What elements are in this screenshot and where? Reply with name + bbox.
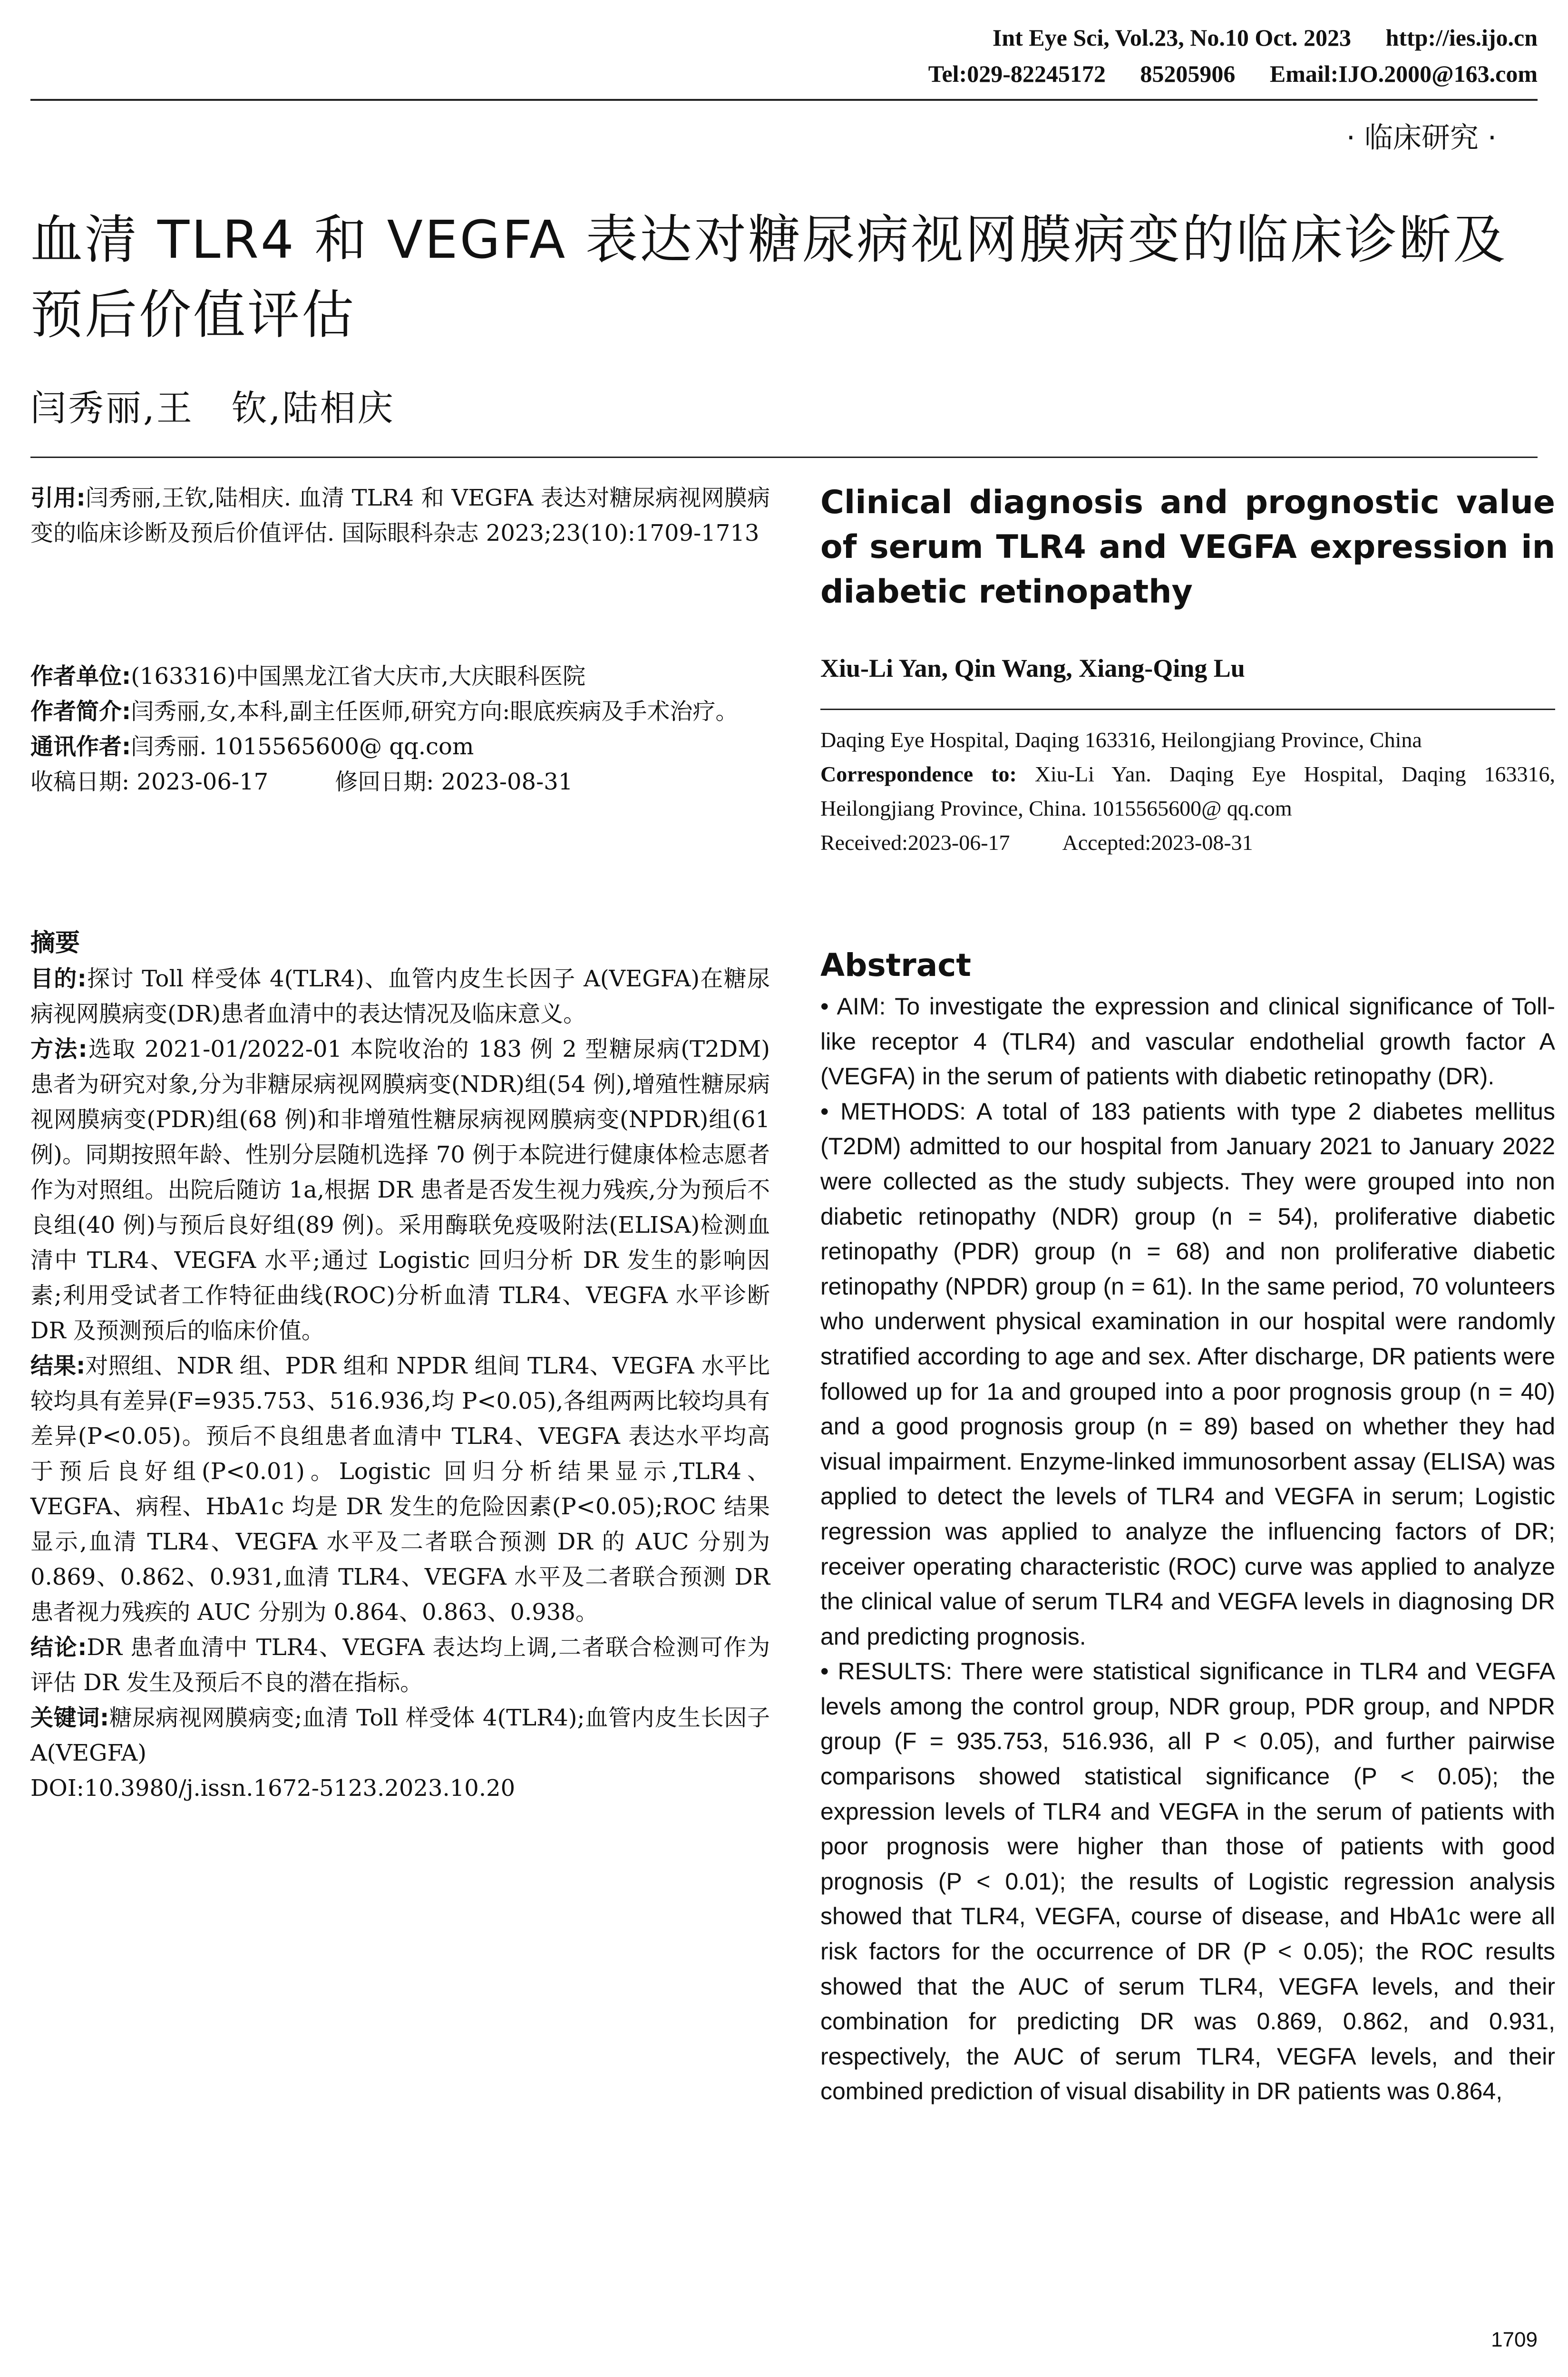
header-rule (30, 99, 1538, 101)
journal-tel2: 85205906 (1140, 60, 1236, 87)
citation-text: 闫秀丽,王钦,陆相庆. 血清 TLR4 和 VEGFA 表达对糖尿病视网膜病变的临床诊断及预后价值评估. 国际眼科杂志 2023;23(10):1709-1713 (30, 485, 770, 546)
english-accepted: Accepted:2023-08-31 (1062, 830, 1253, 855)
doi[interactable]: DOI:10.3980/j.issn.1672-5123.2023.10.20 (30, 1775, 516, 1802)
english-authors: Xiu-Li Yan, Qin Wang, Xiang-Qing Lu (820, 654, 1245, 682)
unit-label: 作者单位: (30, 663, 131, 690)
methods-label: 方法: (30, 1036, 88, 1062)
english-corr[interactable]: Xiu-Li Yan. Daqing Eye Hospital, Daqing 163316, Heilongjiang Province, China. 1015565600@ qq.com (820, 762, 1555, 820)
journal-contact (928, 58, 1538, 89)
journal-header (993, 22, 1538, 53)
citation-label: 引用: (30, 485, 86, 511)
english-results: • RESULTS: There were statistical significance in TLR4 and VEGFA levels among the control group, NDR group, PDR group, and NPDR group (F = 935.753, 516.936, all P < 0.05), and further pairwise comparisons showed statistical significance (P < 0.05); the expression levels of TLR4 and VEGFA in the serum of patients with poor prognosis were higher than those of patients with good prognosis (P < 0.01); the results of Logistic regression analysis showed that TLR4, VEGFA, course of disease, and HbA1c were all risk factors for the occurrence of DR (P < 0.05); the ROC results showed that the AUC of serum TLR4, VEGFA levels, and their combination for predicting DR was 0.869, 0.862, and 0.931, respectively, the AUC of serum TLR4, VEGFA levels, and their combined prediction of visual disability in DR patients was 0.864, (820, 1658, 1555, 2105)
journal-url[interactable]: http://ies.ijo.cn (1385, 24, 1538, 51)
methods-text: 选取 2021-01/2022-01 本院收治的 183 例 2 型糖尿病(T2DM)患者为研究对象,分为非糖尿病视网膜病变(NDR)组(54 例),增殖性糖尿病视网膜病变(PDR)组(68 例)和非增殖性糖尿病视网膜病变(NPDR)组(61 例)。同期按照年龄、性别分层随机选择 70 例于本院进行健康体检志愿者作为对照组。出院后随访 1a,根据 DR 患者是否发生视力残疾,分为预后不良组(40 例)与预后良好组(89 例)。采用酶联免疫吸附法(ELISA)检测血清中 TLR4、VEGFA 水平;通过 Logistic 回归分析 DR 发生的影响因素;利用受试者工作特征曲线(ROC)分析血清 TLR4、VEGFA 水平诊断 DR 及预测预后的临床价值。 (30, 1036, 770, 1344)
page-number: 1709 (1491, 2328, 1538, 2351)
abstract-cn (30, 925, 770, 1806)
conclusion-label: 结论: (30, 1634, 87, 1661)
journal-email[interactable]: Email:IJO.2000@163.com (1269, 60, 1538, 87)
article-title: 血清 TLR4 和 VEGFA 表达对糖尿病视网膜病变的临床诊断及预后价值评估 (30, 209, 1508, 345)
bio-label: 作者简介: (30, 698, 131, 725)
keywords-label: 关键词: (30, 1705, 109, 1731)
citation-block (30, 480, 770, 551)
unit-text: (163316)中国黑龙江省大庆市,大庆眼科医院 (131, 663, 586, 690)
english-affiliation-block (820, 723, 1555, 860)
corr-label: 通讯作者: (30, 733, 131, 760)
english-affiliation: Daqing Eye Hospital, Daqing 163316, Heilongjiang Province, China (820, 728, 1422, 752)
results-label: 结果: (30, 1353, 86, 1379)
english-abstract-heading: Abstract (820, 947, 971, 984)
aim-label: 目的: (30, 965, 87, 992)
dates-line (30, 764, 770, 799)
aim-text: 探讨 Toll 样受体 4(TLR4)、血管内皮生长因子 A(VEGFA)在糖尿病视网膜病变(DR)患者血清中的表达情况及临床意义。 (30, 965, 770, 1027)
section-tag: · 临床研究 · (1346, 121, 1497, 155)
english-title: Clinical diagnosis and prognostic value of serum TLR4 and VEGFA expression in diabetic retinopathy (820, 484, 1555, 611)
english-dates (820, 826, 1555, 860)
author-list: 闫秀丽,王 钦,陆相庆 (30, 387, 395, 429)
conclusion-text: DR 患者血清中 TLR4、VEGFA 表达均上调,二者联合检测可作为评估 DR 发生及预后不良的潜在指标。 (30, 1634, 770, 1696)
english-author-rule (820, 709, 1555, 710)
abstract-cn-heading: 摘要 (30, 929, 80, 957)
corr-text[interactable]: 闫秀丽. 1015565600@ qq.com (131, 733, 474, 760)
keywords-text: 糖尿病视网膜病变;血清 Toll 样受体 4(TLR4);血管内皮生长因子 A(VEGFA) (30, 1705, 770, 1766)
journal-tel: Tel:029-82245172 (928, 60, 1106, 87)
english-aim: • AIM: To investigate the expression and clinical significance of Toll-like receptor 4 (TLR4) and vascular endothelial growth factor A (VEGFA) in the serum of patients with diabetic retinopathy (DR). (820, 993, 1555, 1090)
bio-text: 闫秀丽,女,本科,副主任医师,研究方向:眼底疾病及手术治疗。 (131, 698, 739, 725)
english-received: Received:2023-06-17 (820, 830, 1010, 855)
english-methods: • METHODS: A total of 183 patients with type 2 diabetes mellitus (T2DM) admitted to our hospital from January 2021 to January 2022 were collected as the study subjects. They were grouped into non diabetic retinopathy (NDR) group (n = 54), proliferative diabetic retinopathy (PDR) group (n = 68) and non proliferative diabetic retinopathy (NPDR) group (n = 61). In the same period, 70 volunteers who underwent physical examination in our hospital were randomly stratified according to age and sex. After discharge, DR patients were followed up for 1a and grouped into a poor prognosis group (n = 40) and a good prognosis group (n = 89) based on whether they had visual impairment. Enzyme-linked immunosorbent assay (ELISA) was applied to detect the levels of TLR4 and VEGFA in serum; Logistic regression was applied to analyze the influencing factors of DR; receiver operating characteristic (ROC) curve was applied to analyze the clinical value of serum TLR4 and VEGFA levels in diagnosing DR and predicting prognosis. (820, 1098, 1555, 1650)
results-text: 对照组、NDR 组、PDR 组和 NPDR 组间 TLR4、VEGFA 水平比较均具有差异(F=935.753、516.936,均 P<0.05),各组两两比较均具有差异(P<0.05)。预后不良组患者血清中 TLR4、VEGFA 表达水平均高于预后良好组(P<0.01)。Logistic 回归分析结果显示,TLR4、VEGFA、病程、HbA1c 均是 DR 发生的危险因素(P<0.05);ROC 结果显示,血清 TLR4、VEGFA 水平及二者联合预测 DR 的 AUC 分别为 0.869、0.862、0.931,血清 TLR4、VEGFA 水平及二者联合预测 DR 患者视力残疾的 AUC 分别为 0.864、0.863、0.938。 (30, 1353, 770, 1626)
journal-citation: Int Eye Sci, Vol.23, No.10 Oct. 2023 (992, 24, 1352, 51)
english-abstract (820, 989, 1555, 2109)
revised-date: 修回日期: 2023-08-31 (335, 769, 573, 795)
english-corr-label: Correspondence to: (820, 762, 1017, 786)
title-rule (30, 457, 1538, 458)
received-date: 收稿日期: 2023-06-17 (30, 769, 269, 795)
author-info-block (30, 659, 770, 799)
